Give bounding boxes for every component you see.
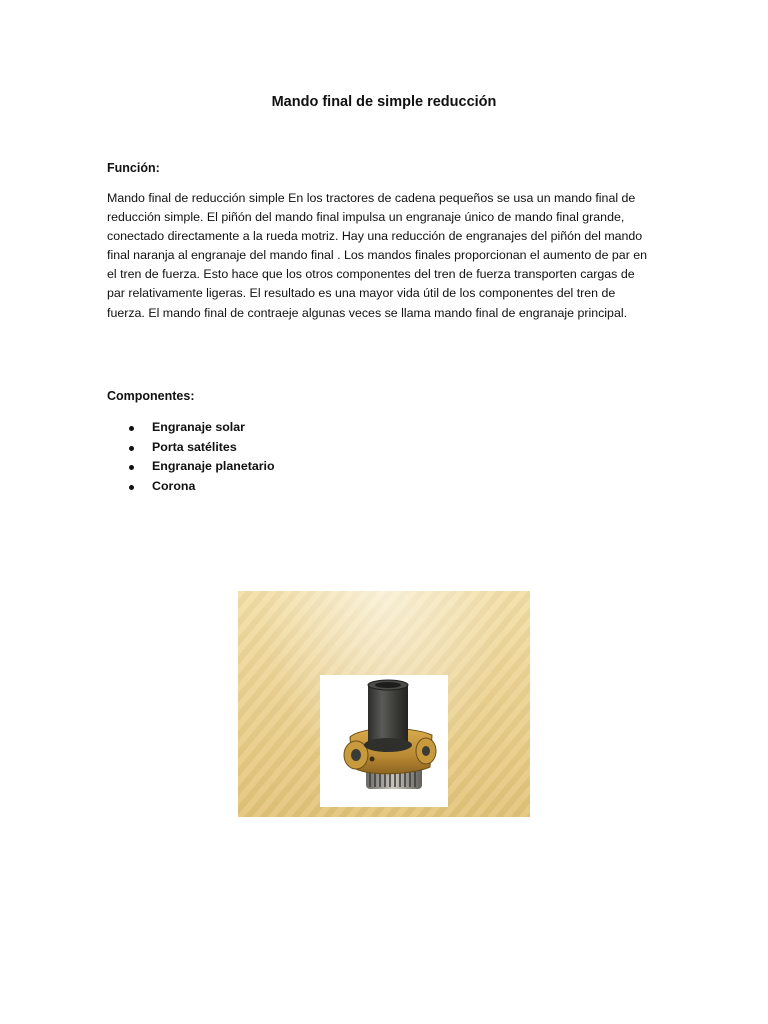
paragraph-line: fuerza. El mando final de contraeje algunas veces se llama mando final de engranaje principal. [107,305,628,320]
list-item [125,438,275,458]
funcion-heading: Función: [107,161,160,175]
bullet-icon [129,446,134,451]
funcion-paragraph [107,189,663,323]
list-item-label: Engranaje planetario [152,459,275,473]
paragraph-line: conectado directamente a la rueda motriz. Hay una reducción de engranajes del piñón del mando [107,229,643,244]
components-list [125,418,275,496]
list-item [125,418,275,438]
paragraph-line: reducción simple. El piñón del mando final impulsa un engranaje único de mando final grande, [107,210,625,225]
list-item-label: Corona [152,478,196,493]
list-item [125,477,275,497]
paragraph-line: Mando final de reducción simple En los tractores de cadena pequeños se usa un mando final de [107,191,636,205]
bullet-icon [129,485,134,490]
bullet-icon [129,465,134,470]
list-item-label: Engranaje solar [152,420,245,434]
document-title: Mando final de simple reducción [271,94,497,110]
paragraph-line: par relativamente ligeras. El resultado es una mayor vida útil de los componentes del tren de [107,286,616,301]
gear-photo [320,675,448,807]
bullet-icon [129,426,134,431]
paragraph-line: el tren de fuerza. Esto hace que los otros componentes del tren de fuerza transporten cargas de [107,267,635,282]
paragraph-line: final naranja al engranaje del mando final . Los mandos finales proporcionan el aumento de par en [107,248,648,263]
planetary-gear-icon [320,675,448,807]
list-item [125,457,275,477]
list-item-label: Porta satélites [152,439,237,454]
componentes-heading: Componentes: [107,389,195,403]
figure-frame [238,591,530,817]
